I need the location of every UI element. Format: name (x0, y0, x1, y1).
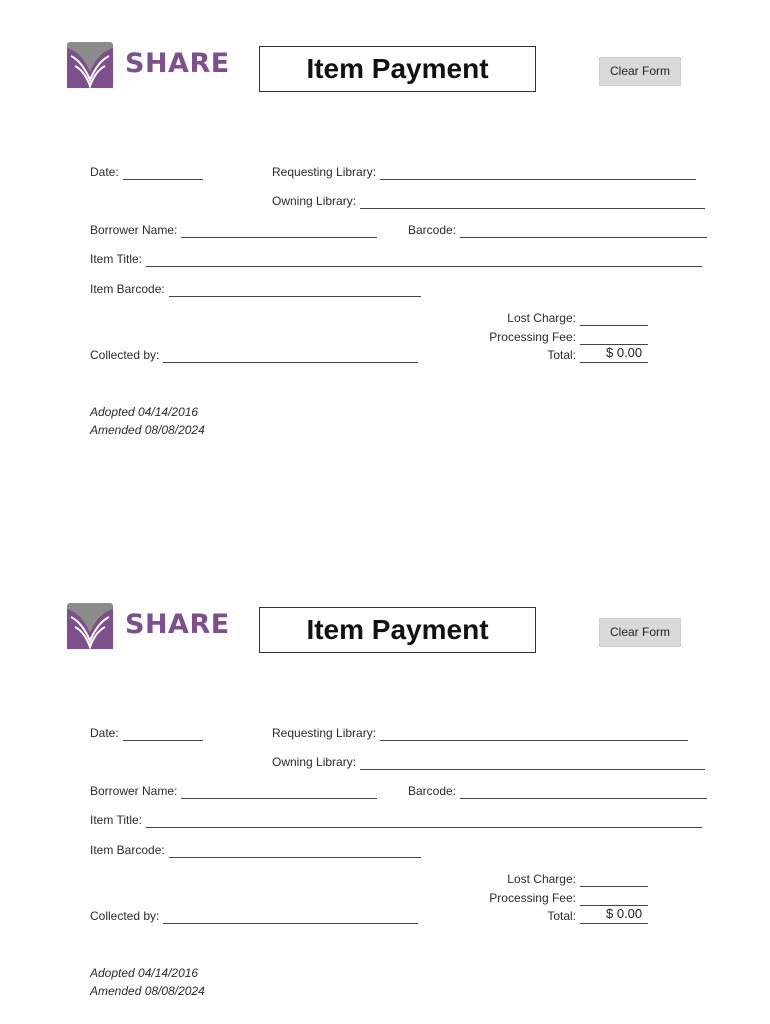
lost-charge-field[interactable] (470, 310, 648, 326)
total-value: $ 0.00 (606, 906, 643, 921)
item-title-line[interactable] (146, 253, 702, 267)
borrower-name-field[interactable] (90, 783, 377, 799)
barcode-label: Barcode: (408, 784, 457, 798)
item-barcode-field[interactable] (90, 842, 421, 858)
item-barcode-line[interactable] (169, 844, 421, 858)
processing-fee-field[interactable] (470, 890, 648, 906)
requesting-library-line[interactable] (380, 727, 688, 741)
barcode-line[interactable] (460, 224, 707, 238)
item-payment-form-2 (0, 561, 770, 1021)
borrower-name-line[interactable] (181, 785, 377, 799)
total-label: Total: (547, 909, 576, 923)
clear-form-button[interactable]: Clear Form (599, 618, 681, 647)
collected-by-label: Collected by: (90, 348, 160, 362)
barcode-label: Barcode: (408, 223, 457, 237)
date-field[interactable] (90, 164, 203, 180)
owning-library-label: Owning Library: (272, 755, 357, 769)
requesting-library-label: Requesting Library: (272, 726, 377, 740)
lost-charge-label: Lost Charge: (507, 872, 576, 886)
lost-charge-line[interactable] (580, 312, 648, 326)
collected-by-field[interactable] (90, 908, 418, 924)
item-barcode-line[interactable] (169, 283, 421, 297)
collected-by-line[interactable] (163, 910, 418, 924)
revision-notes (90, 403, 205, 439)
processing-fee-line[interactable] (580, 331, 648, 345)
item-title-field[interactable] (90, 251, 702, 267)
borrower-name-label: Borrower Name: (90, 784, 178, 798)
barcode-line[interactable] (460, 785, 707, 799)
item-barcode-field[interactable] (90, 281, 421, 297)
share-logo-icon (67, 603, 113, 649)
item-title-label: Item Title: (90, 813, 143, 827)
item-barcode-label: Item Barcode: (90, 282, 165, 296)
date-line[interactable] (123, 166, 203, 180)
collected-by-line[interactable] (163, 349, 418, 363)
date-line[interactable] (123, 727, 203, 741)
share-logo-icon (67, 42, 113, 88)
owning-library-field[interactable] (272, 754, 705, 770)
item-title-field[interactable] (90, 812, 702, 828)
borrower-name-line[interactable] (181, 224, 377, 238)
amended-date: Amended 08/08/2024 (90, 984, 205, 998)
borrower-name-field[interactable] (90, 222, 377, 238)
owning-library-line[interactable] (360, 195, 705, 209)
requesting-library-line[interactable] (380, 166, 696, 180)
lost-charge-label: Lost Charge: (507, 311, 576, 325)
processing-fee-line[interactable] (580, 892, 648, 906)
amended-date: Amended 08/08/2024 (90, 423, 205, 437)
date-label: Date: (90, 165, 119, 179)
date-field[interactable] (90, 725, 203, 741)
owning-library-label: Owning Library: (272, 194, 357, 208)
logo-wordmark: SHARE (125, 48, 230, 79)
barcode-field[interactable] (408, 222, 707, 238)
date-label: Date: (90, 726, 119, 740)
item-title-line[interactable] (146, 814, 702, 828)
item-title-label: Item Title: (90, 252, 143, 266)
form-title: Item Payment (259, 607, 536, 653)
barcode-field[interactable] (408, 783, 707, 799)
processing-fee-label: Processing Fee: (489, 891, 576, 905)
collected-by-label: Collected by: (90, 909, 160, 923)
adopted-date: Adopted 04/14/2016 (90, 405, 199, 419)
processing-fee-label: Processing Fee: (489, 330, 576, 344)
lost-charge-line[interactable] (580, 873, 648, 887)
requesting-library-label: Requesting Library: (272, 165, 377, 179)
logo-wordmark: SHARE (125, 609, 230, 640)
total-value: $ 0.00 (606, 345, 643, 360)
total-label: Total: (547, 348, 576, 362)
requesting-library-field[interactable] (272, 725, 688, 741)
clear-form-button[interactable]: Clear Form (599, 57, 681, 86)
share-logo (67, 603, 237, 651)
item-payment-form-1 (0, 0, 770, 460)
owning-library-field[interactable] (272, 193, 705, 209)
collected-by-field[interactable] (90, 347, 418, 363)
lost-charge-field[interactable] (470, 871, 648, 887)
share-logo (67, 42, 237, 90)
adopted-date: Adopted 04/14/2016 (90, 966, 199, 980)
borrower-name-label: Borrower Name: (90, 223, 178, 237)
owning-library-line[interactable] (360, 756, 705, 770)
processing-fee-field[interactable] (470, 329, 648, 345)
revision-notes (90, 964, 205, 1000)
requesting-library-field[interactable] (272, 164, 696, 180)
form-title: Item Payment (259, 46, 536, 92)
item-barcode-label: Item Barcode: (90, 843, 165, 857)
